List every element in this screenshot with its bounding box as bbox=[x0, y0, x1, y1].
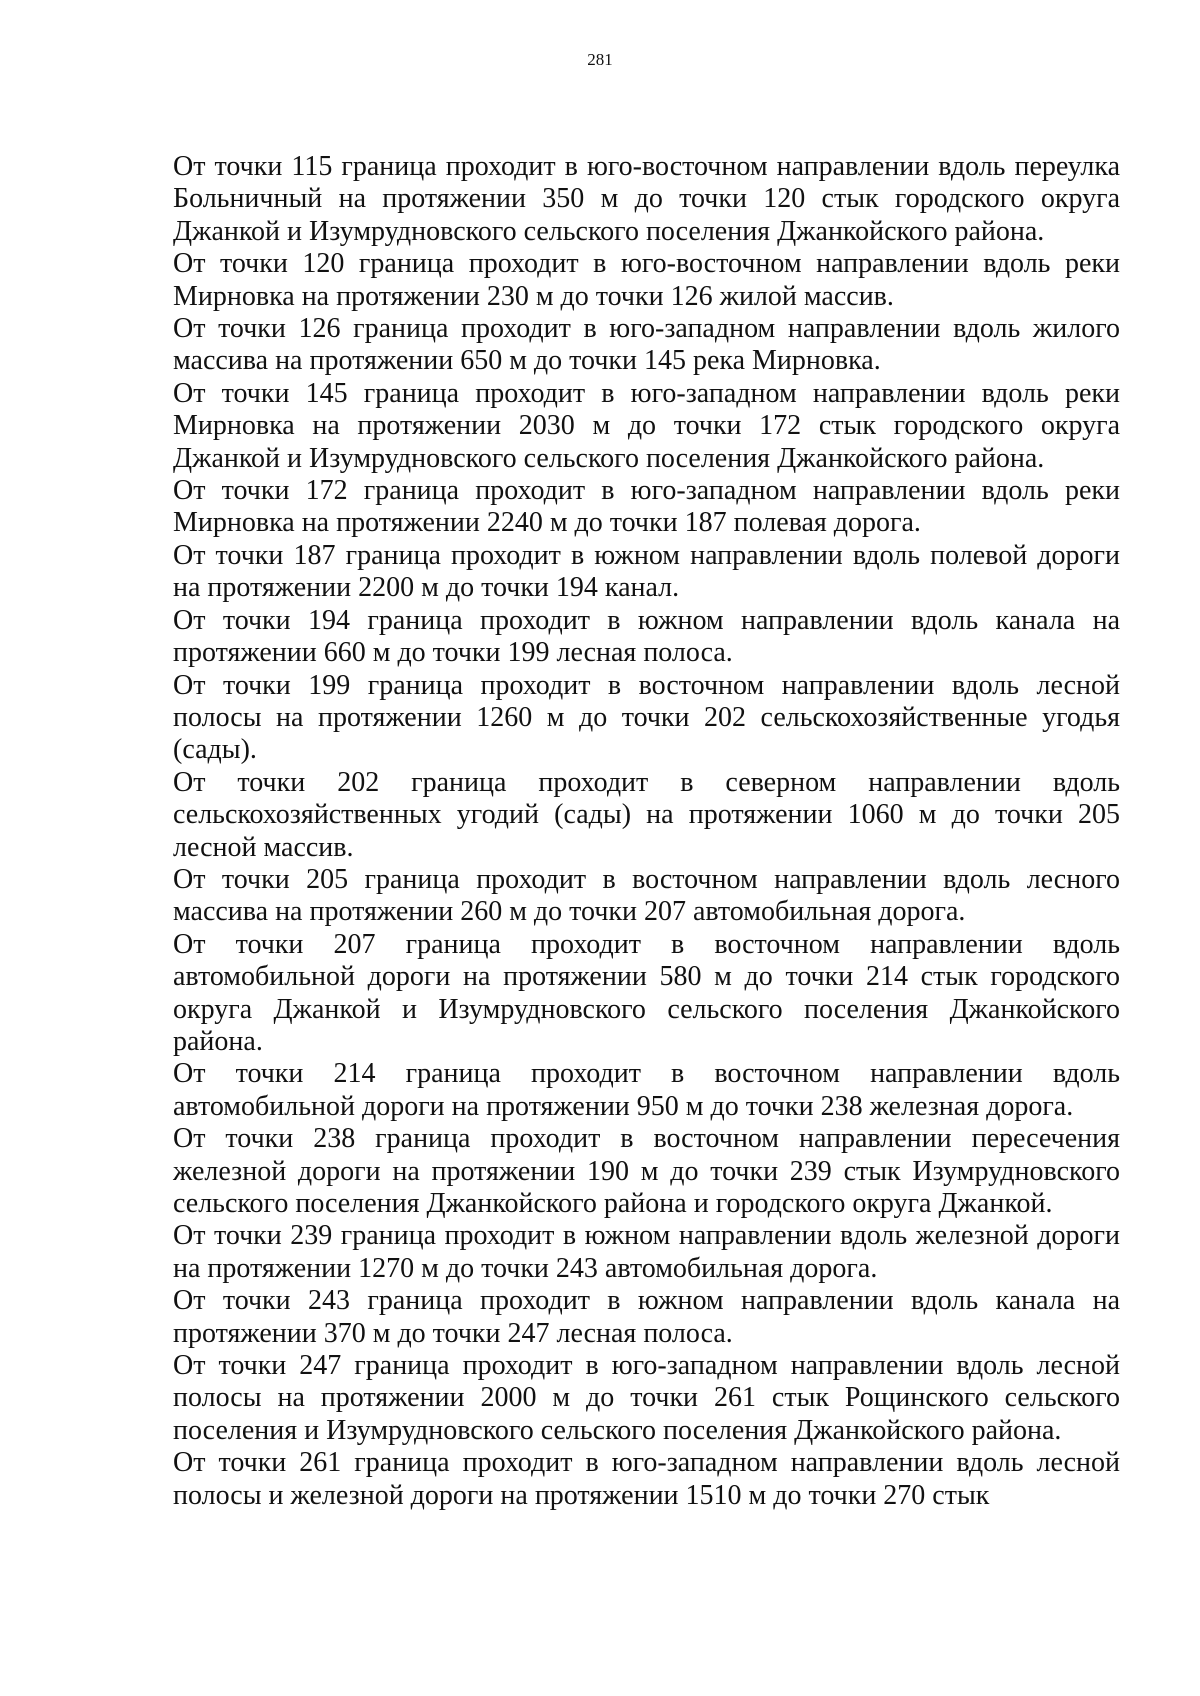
paragraph: От точки 115 граница проходит в юго-восточном направлении вдоль переулка Больничный на протяжении 350 м до точки 120 стык городского округа Джанкой и Изумрудновского сельского поселения Джанкойского района. bbox=[173, 151, 1120, 247]
paragraph: От точки 261 граница проходит в юго-западном направлении вдоль лесной полосы и железной дороги на протяжении 1510 м до точки 270 стык bbox=[173, 1447, 1120, 1511]
paragraph: От точки 247 граница проходит в юго-западном направлении вдоль лесной полосы на протяжении 2000 м до точки 261 стык Рощинского сельского поселения и Изумрудновского сельского поселения Джанкойского района. bbox=[173, 1350, 1120, 1446]
paragraph: От точки 126 граница проходит в юго-западном направлении вдоль жилого массива на протяжении 650 м до точки 145 река Мирновка. bbox=[173, 313, 1120, 377]
paragraph: От точки 205 граница проходит в восточном направлении вдоль лесного массива на протяжении 260 м до точки 207 автомобильная дорога. bbox=[173, 863, 1120, 928]
paragraph: От точки 243 граница проходит в южном направлении вдоль канала на протяжении 370 м до точки 247 лесная полоса. bbox=[173, 1285, 1120, 1349]
paragraph: От точки 172 граница проходит в юго-западном направлении вдоль реки Мирновка на протяжении 2240 м до точки 187 полевая дорога. bbox=[173, 475, 1120, 539]
document-body bbox=[173, 151, 1120, 1512]
paragraph: От точки 145 граница проходит в юго-западном направлении вдоль реки Мирновка на протяжении 2030 м до точки 172 стык городского округа Джанкой и Изумрудновского сельского поселения Джанкойского района. bbox=[173, 377, 1120, 474]
paragraph: От точки 199 граница проходит в восточном направлении вдоль лесной полосы на протяжении 1260 м до точки 202 сельскохозяйственные угодья (сады). bbox=[173, 669, 1120, 766]
paragraph: От точки 239 граница проходит в южном направлении вдоль железной дороги на протяжении 1270 м до точки 243 автомобильная дорога. bbox=[173, 1220, 1120, 1284]
paragraph: От точки 238 граница проходит в восточном направлении пересечения железной дороги на протяжении 190 м до точки 239 стык Изумрудновского сельского поселения Джанкойского района и городского округа Джанкой. bbox=[173, 1123, 1120, 1219]
paragraph: От точки 202 граница проходит в северном направлении вдоль сельскохозяйственных угодий (сады) на протяжении 1060 м до точки 205 лесной массив. bbox=[173, 766, 1120, 863]
paragraph: От точки 207 граница проходит в восточном направлении вдоль автомобильной дороги на протяжении 580 м до точки 214 стык городского округа Джанкой и Изумрудновского сельского поселения Джанкойского района. bbox=[173, 928, 1120, 1057]
page-number: 281 bbox=[587, 50, 613, 69]
paragraph: От точки 194 граница проходит в южном направлении вдоль канала на протяжении 660 м до точки 199 лесная полоса. bbox=[173, 604, 1120, 669]
paragraph: От точки 187 граница проходит в южном направлении вдоль полевой дороги на протяжении 2200 м до точки 194 канал. bbox=[173, 539, 1120, 604]
paragraph: От точки 214 граница проходит в восточном направлении вдоль автомобильной дороги на протяжении 950 м до точки 238 железная дорога. bbox=[173, 1058, 1120, 1122]
paragraph: От точки 120 граница проходит в юго-восточном направлении вдоль реки Мирновка на протяжении 230 м до точки 126 жилой массив. bbox=[173, 248, 1120, 312]
